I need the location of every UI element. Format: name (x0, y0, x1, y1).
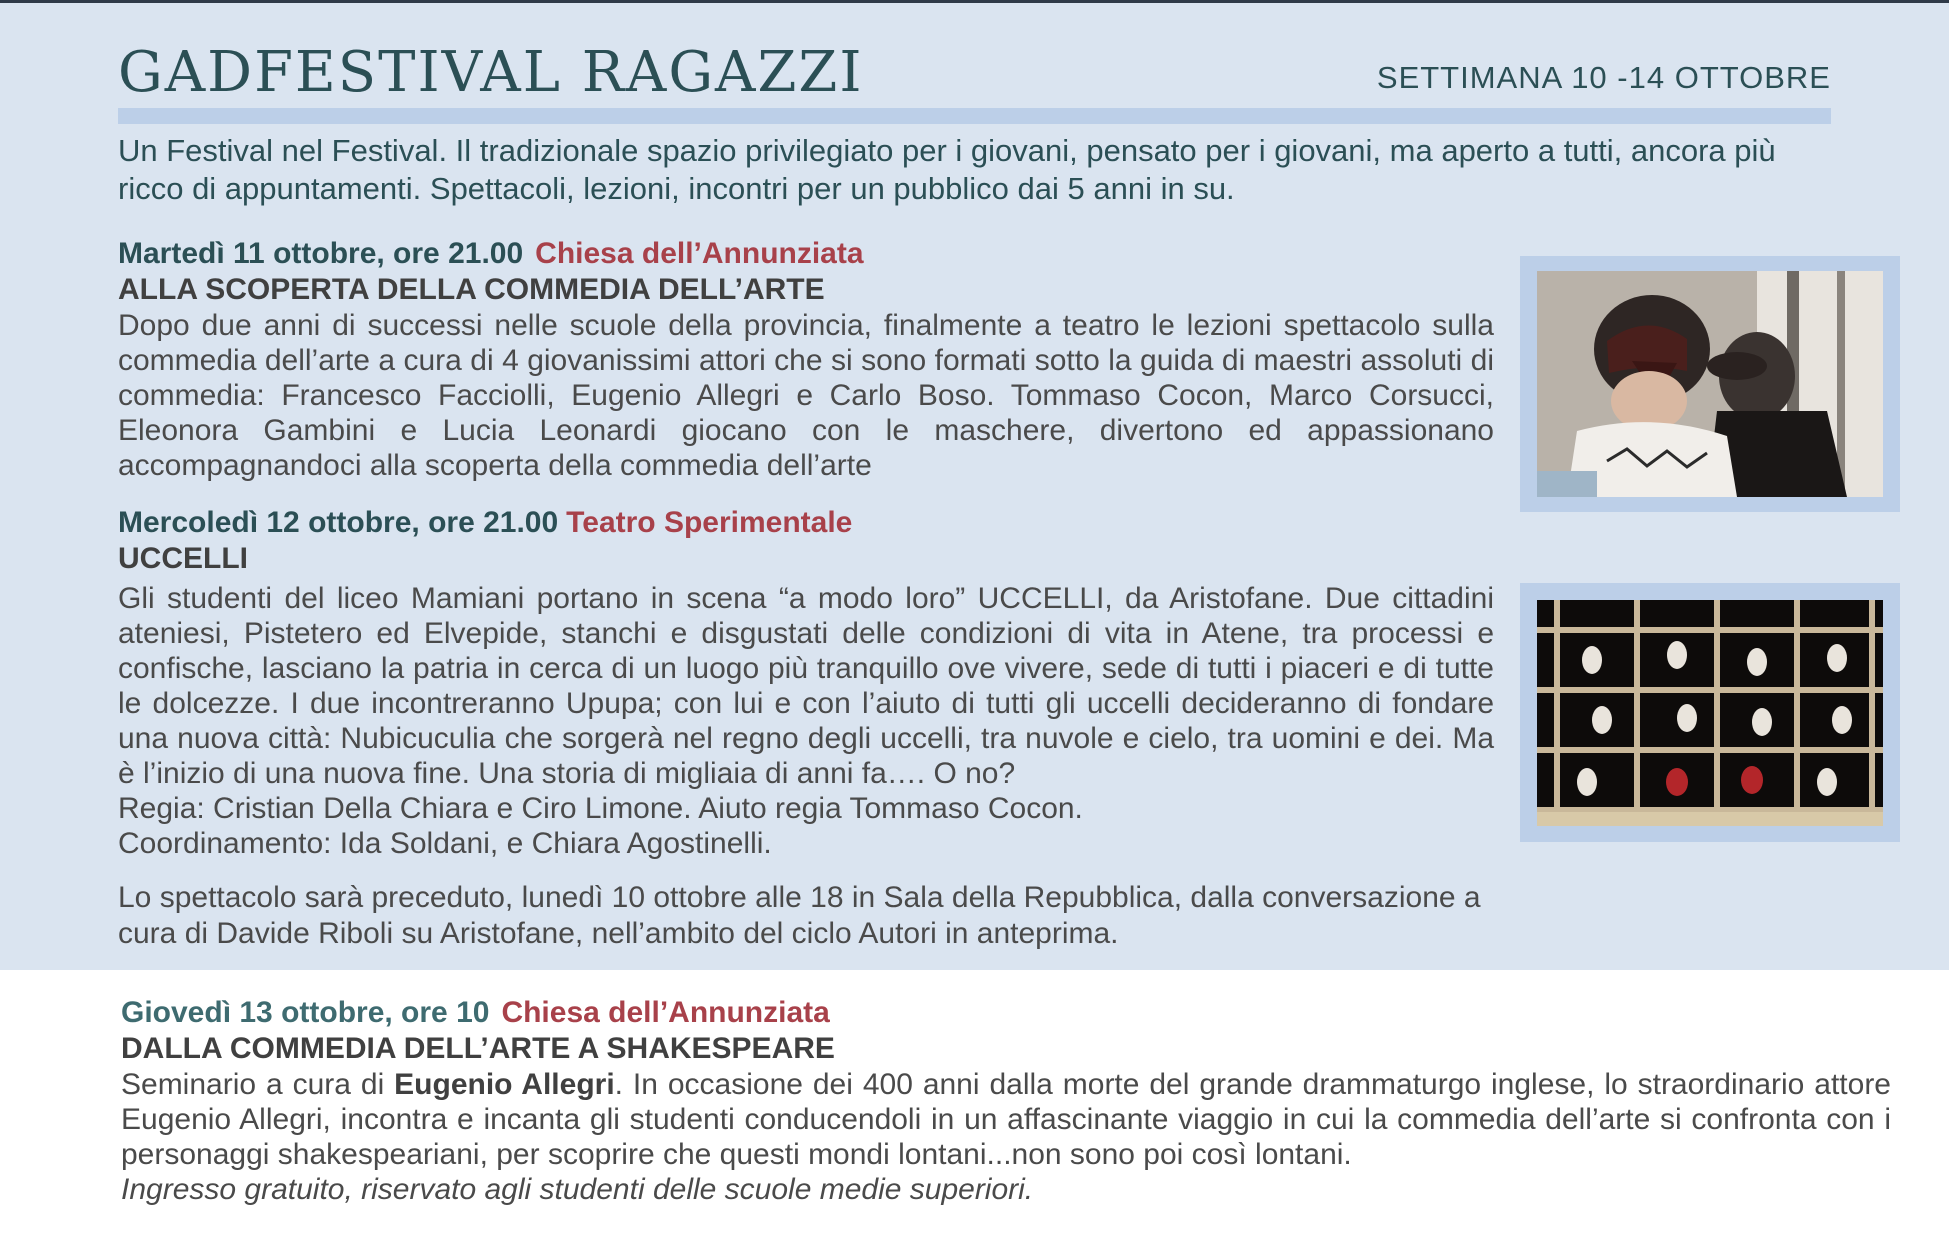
page-title: GADFESTIVAL RAGAZZI (118, 40, 864, 105)
event-venue: Chiesa dell’Annunziata (535, 237, 864, 270)
event-header (121, 995, 1891, 1031)
speaker-name: Eugenio Allegri (394, 1068, 615, 1101)
event-date: Martedì 11 ottobre, ore 21.00 (118, 237, 524, 270)
event-venue: Teatro Sperimentale (566, 506, 853, 539)
event-uccelli (118, 505, 1494, 861)
event-description: Gli studenti del liceo Mamiani portano in scena “a modo loro” UCCELLI, da Aristofane. Due cittadini ateniesi, Pistetero ed Elvepide, stanchi e disgustati delle condizioni di vita in Atene, tra processi e confische, lasciano la patria in cerca di un luogo più tranquillo ove vivere, sede di tutti i piaceri e di tutte le dolcezze. I due incontreranno Upupa; con lui e con l’aiuto di tutti gli uccelli decideranno di fondare una nuova città: Nubicuculia che sorgerà nel regno degli uccelli, tra nuvole e cielo, tra uomini e dei. Ma è l’inizio di una nuova fine. Una storia di migliaia di anni fa…. O no? (118, 582, 1494, 790)
event-date: Mercoledì 12 ottobre, ore 21.00 (118, 506, 559, 539)
week-dates: SETTIMANA 10 -14 OTTOBRE (1376, 60, 1831, 95)
event-description: Dopo due anni di successi nelle scuole della provincia, finalmente a teatro le lezioni spettacolo sulla commedia dell’arte a cura di 4 giovanissimi attori che si sono formati sotto la guida di maestri assoluti di commedia: Francesco Facciolli, Eugenio Allegri e Carlo Boso. Tommaso Cocon, Marco Corsucci, Eleonora Gambini e Lucia Leonardi giocano con le maschere, divertono ed appassionano accompagnandoci alla scoperta della commedia dell’arte (118, 309, 1494, 482)
bird-masks-scaffold-photo (1537, 600, 1883, 826)
event-note: Lo spettacolo sarà preceduto, lunedì 10 ottobre alle 18 in Sala della Repubblica, dalla conversazione a cura di Davide Riboli su Aristofane, nell’ambito del ciclo Autori in anteprima. (118, 881, 1481, 950)
event-coordinamento: Coordinamento: Ida Soldani, e Chiara Agostinelli. (118, 827, 772, 860)
header-divider (118, 108, 1831, 124)
event-title: ALLA SCOPERTA DELLA COMMEDIA DELL’ARTE (118, 273, 825, 306)
event-description (121, 1067, 1891, 1172)
event-title: DALLA COMMEDIA DELL’ARTE A SHAKESPEARE (121, 1032, 835, 1065)
intro-paragraph: Un Festival nel Festival. Il tradizionale spazio privilegiato per i giovani, pensato per i giovani, ma aperto a tutti, ancora più ricco di appuntamenti. Spettacoli, lezioni, incontri per un pubblico dai 5 anni in su. (118, 133, 1776, 206)
event-shakespeare (121, 995, 1891, 1207)
event-header (118, 505, 1494, 541)
event-title: UCCELLI (118, 542, 248, 575)
desc-rest: . In occasione dei 400 anni dalla morte del grande drammaturgo inglese, lo straordinario attore Eugenio Allegri, incontra e incanta gli studenti conducendoli in un affascinante viaggio in cui la commedia dell’arte si confronta con i personaggi shakespeariani, per scoprire che questi mondi lontani...non sono poi così lontani. (121, 1068, 1891, 1171)
admission-note: Ingresso gratuito, riservato agli studenti delle scuole medie superiori. (121, 1173, 1034, 1206)
event-commedia-arte (118, 236, 1494, 483)
masked-actors-photo (1537, 271, 1883, 497)
event-date: Giovedì 13 ottobre, ore 10 (121, 996, 490, 1029)
event-venue: Chiesa dell’Annunziata (501, 996, 830, 1029)
event-header (118, 236, 1494, 272)
event-regia: Regia: Cristian Della Chiara e Ciro Limone. Aiuto regia Tommaso Cocon. (118, 792, 1083, 825)
desc-prefix: Seminario a cura di (121, 1068, 395, 1101)
